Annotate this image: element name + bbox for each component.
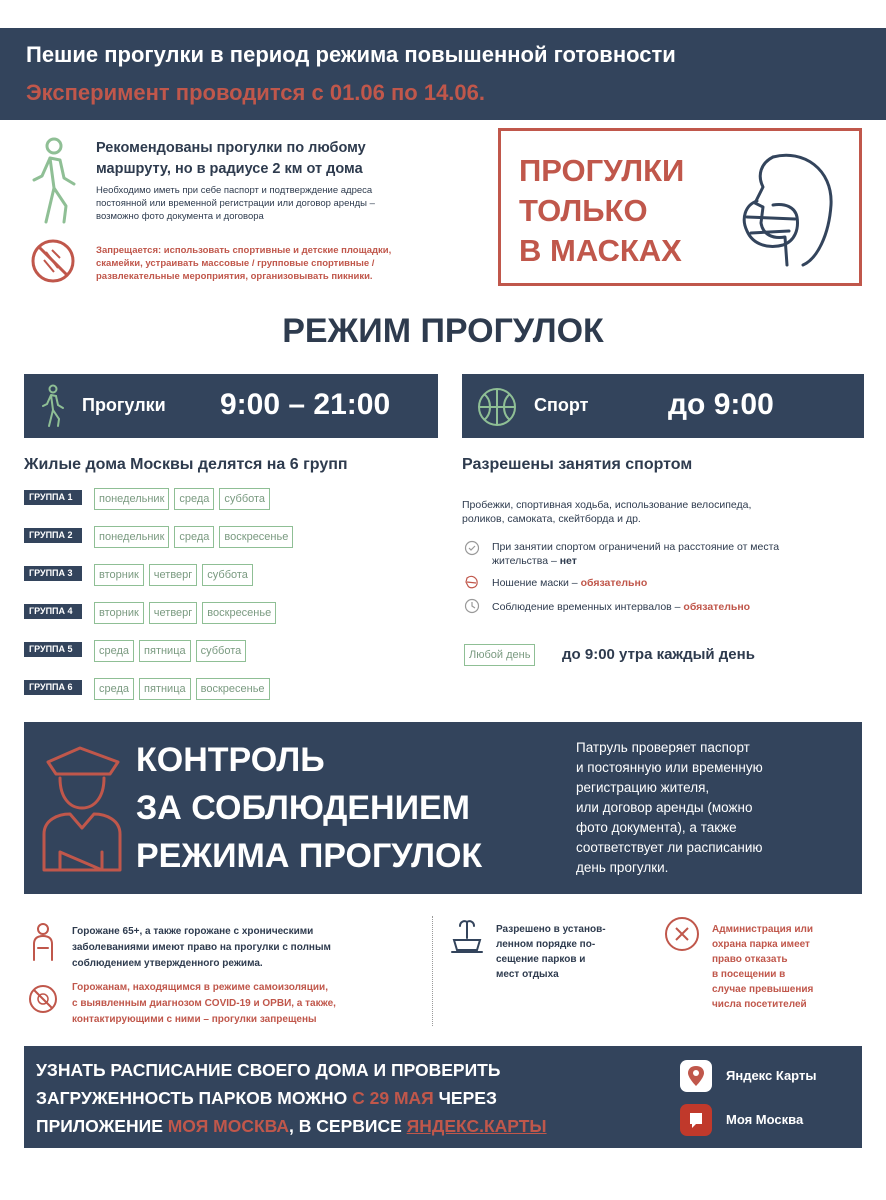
mask-box-text: ПРОГУЛКИ ТОЛЬКО В МАСКАХ xyxy=(519,153,685,268)
group-label: ГРУППА 5 xyxy=(24,642,82,657)
basketball-icon xyxy=(476,386,518,428)
elder-icon xyxy=(28,922,58,962)
walks-label: Прогулки xyxy=(82,395,166,415)
walks-time: 9:00 – 21:00 xyxy=(220,388,391,421)
day-chip: среда xyxy=(94,678,134,700)
fountain-icon xyxy=(450,918,484,954)
sport-label: Спорт xyxy=(534,395,589,415)
day-chip: среда xyxy=(174,488,214,510)
group-label: ГРУППА 3 xyxy=(24,566,82,581)
sport-rule-distance: При занятии спортом ограничений на расстояние от места жительства – нет xyxy=(492,541,780,567)
parks-text: Разрешено в установ- ленном порядке по- сещение парков и мест отдыха xyxy=(496,924,606,980)
day-chip: понедельник xyxy=(94,488,169,510)
yandex-maps-icon xyxy=(680,1060,712,1092)
day-chip: воскресенье xyxy=(196,678,270,700)
yandex-maps-link[interactable]: ЯНДЕКС.КАРТЫ xyxy=(406,1116,547,1136)
anyday-text: до 9:00 утра каждый день xyxy=(562,646,755,663)
mode-title: РЕЖИМ ПРОГУЛОК xyxy=(282,312,604,350)
police-officer-icon xyxy=(38,744,124,874)
header-banner xyxy=(0,28,886,120)
group-row-5 xyxy=(24,640,251,666)
mask-face-icon xyxy=(733,149,843,269)
footer-text: УЗНАТЬ РАСПИСАНИЕ СВОЕГО ДОМА И ПРОВЕРИТЬ ЗАГРУЖЕННОСТЬ ПАРКОВ МОЖНО С 29 МАЯ ЧЕРЕЗ ПРИЛОЖЕНИЕ МОЯ МОСКВА, В СЕРВИСЕ ЯНДЕКС.КАРТЫ xyxy=(36,1060,547,1136)
day-chip: среда xyxy=(94,640,134,662)
day-chip: вторник xyxy=(94,564,144,586)
group-row-2 xyxy=(24,526,298,552)
yandex-maps-app[interactable] xyxy=(680,1060,850,1094)
close-circle-icon xyxy=(664,916,700,952)
my-moscow-app[interactable] xyxy=(680,1104,850,1138)
my-moscow-label: Моя Москва xyxy=(726,1112,804,1127)
group-row-6 xyxy=(24,678,275,704)
day-chip: вторник xyxy=(94,602,144,624)
control-title: КОНТРОЛЬ ЗА СОБЛЮДЕНИЕМ РЕЖИМА ПРОГУЛОК xyxy=(136,741,483,875)
virus-icon xyxy=(28,984,58,1014)
control-banner xyxy=(24,722,862,894)
elder-text: Горожане 65+, а также горожане с хроническими заболеваниями имеют право на прогулки с полным соблюдением утвержденного режима. xyxy=(72,926,331,969)
footer-banner xyxy=(24,1046,862,1148)
day-chip: четверг xyxy=(149,602,198,624)
day-chip: понедельник xyxy=(94,526,169,548)
groups-heading: Жилые дома Москвы делятся на 6 групп xyxy=(24,456,348,473)
anyday-row xyxy=(464,644,540,666)
sport-desc: Пробежки, спортивная ходьба, использование велосипеда, роликов, самоката, скейтборда и др. xyxy=(462,499,752,525)
notes-divider xyxy=(432,916,433,1026)
anyday-chip: Любой день xyxy=(464,644,535,666)
mask-box xyxy=(498,128,862,286)
day-chip: суббота xyxy=(202,564,253,586)
admin-text: Администрация или охрана парка имеет право отказать в посещении в случае превышения числа посетителей xyxy=(712,924,814,1010)
walker-small-icon xyxy=(38,384,66,428)
group-row-3 xyxy=(24,564,258,590)
group-label: ГРУППА 4 xyxy=(24,604,82,619)
sport-bar xyxy=(462,374,864,438)
sport-time: до 9:00 xyxy=(668,388,774,421)
group-row-4 xyxy=(24,602,281,628)
sport-heading: Разрешены занятия спортом xyxy=(462,456,693,473)
mask-small-icon xyxy=(464,574,480,590)
day-chip: среда xyxy=(174,526,214,548)
recommend-info: Необходимо иметь при себе паспорт и подтверждение адреса постоянной или временной регистрации или договор аренды – возможно фото документа и договора xyxy=(96,185,375,222)
forbid-text: Запрещается: использовать спортивные и детские площадки, скамейки, устраивать массовые / групповые спортивные / развлекательные мероприятия, организовывать пикники. xyxy=(96,245,392,282)
clock-icon xyxy=(464,598,480,614)
recommend-heading: Рекомендованы прогулки по любому маршруту, но в радиусе 2 км от дома xyxy=(96,140,366,177)
sport-rule-mask: Ношение маски – обязательно xyxy=(492,577,648,589)
day-chip: воскресенье xyxy=(219,526,293,548)
no-party-icon xyxy=(30,238,76,284)
group-label: ГРУППА 2 xyxy=(24,528,82,543)
day-chip: пятница xyxy=(139,678,191,700)
isolation-text: Горожанам, находящимся в режиме самоизоляции, с выявленным диагнозом COVID-19 и ОРВИ, а также, контактирующими с ними – прогулки запрещены xyxy=(72,982,336,1025)
my-moscow-icon xyxy=(680,1104,712,1136)
header-subtitle: Эксперимент проводится с 01.06 по 14.06. xyxy=(26,80,486,105)
day-chip: суббота xyxy=(196,640,247,662)
day-chip: суббота xyxy=(219,488,270,510)
group-row-1 xyxy=(24,488,275,514)
day-chip: воскресенье xyxy=(202,602,276,624)
header-title: Пешие прогулки в период режима повышенной готовности xyxy=(26,42,676,67)
patrol-text: Патруль проверяет паспорт и постоянную или временную регистрацию жителя, или договор аренды (можно фото документа), а также соответствует ли расписанию день прогулки. xyxy=(576,740,763,875)
walks-bar xyxy=(24,374,438,438)
yandex-maps-label: Яндекс Карты xyxy=(726,1068,817,1083)
day-chip: четверг xyxy=(149,564,198,586)
check-icon xyxy=(464,540,480,556)
group-label: ГРУППА 1 xyxy=(24,490,82,505)
walker-icon xyxy=(24,136,80,226)
group-label: ГРУППА 6 xyxy=(24,680,82,695)
sport-rule-interval: Соблюдение временных интервалов – обязательно xyxy=(492,601,751,613)
day-chip: пятница xyxy=(139,640,191,662)
